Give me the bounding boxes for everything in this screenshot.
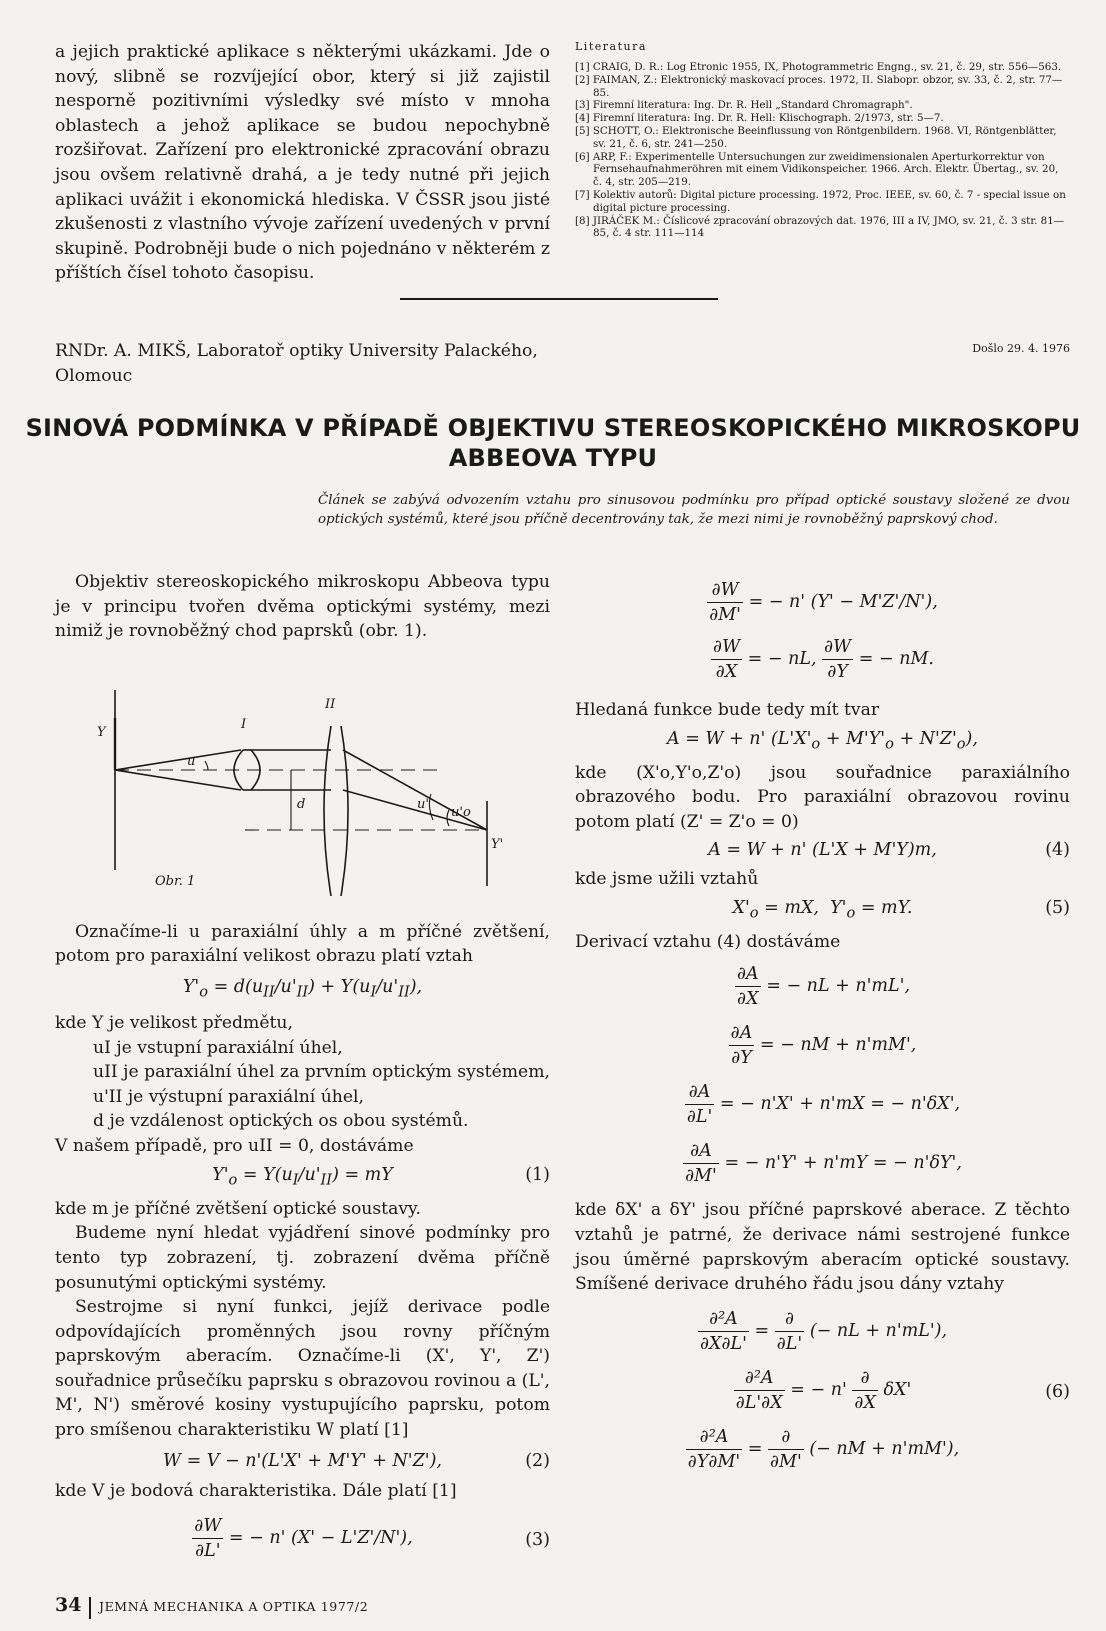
variable-definition: uII je paraxiální úhel za prvním optickým systémem, — [93, 1062, 550, 1083]
eq-4: A = W + n' (L'X + M'Y)m, (4) — [708, 840, 1070, 861]
title-line-1: SINOVÁ PODMÍNKA V PŘÍPADĚ OBJEKTIVU STEREOSKOPICKÉHO MIKROSKOPU — [25, 414, 1081, 442]
left-p7: kde V je bodová charakteristika. Dále platí [1] — [55, 1481, 457, 1502]
abstract: Článek se zabývá odvozením vztahu pro sinusovou podmínku pro případ optické soustavy složené ze dvou optických systémů, které jsou příčně decentrovány tak, že mezi nimi je rovnoběžný paprskový chod. — [318, 493, 1070, 527]
optics-diagram — [55, 658, 550, 908]
lens-2-left — [324, 726, 331, 896]
left-p3: V našem případě, pro uII = 0, dostáváme — [55, 1136, 414, 1157]
eq-3b: $\frac{\partial W}{\partial M'}$ = − n' (Y' − M'Z'/N'), — [709, 580, 938, 625]
eq-5: $X'_o$ = mX, $Y'_o$ = mY. (5) — [732, 897, 1070, 922]
eq-3: $\frac{\partial W}{\partial L'}$ = − n' (X' − L'Z'/N'), (3) — [194, 1515, 550, 1561]
reference-item: [3] Firemní literatura: Ing. Dr. R. Hell „Standard Chromagraph". — [575, 99, 913, 112]
figure-caption: Obr. 1 — [155, 873, 196, 889]
svg-text:Y: Y — [97, 724, 106, 740]
variable-definition: d je vzdálenost optických os obou systémů. — [93, 1111, 469, 1132]
eq-6c: $\frac{\text{∂²A}}{\partial Y\partial M'}$ = $\frac{\partial}{\partial M'}$ (− nM + n'mM'), — [687, 1426, 960, 1472]
reference-item: [2] FAIMAN, Z.: Elektronický maskovací proces. 1972, II. Slabopr. obzor, sv. 33, č. 2, str. 77—85. — [575, 73, 1063, 99]
eq-6a: $\frac{\text{∂²A}}{\partial X\partial L'}$ = $\frac{\partial}{\partial L'}$ (− nL + n'mL'), — [699, 1308, 948, 1354]
left-p4: kde m je příčné zvětšení optické soustavy. — [55, 1198, 421, 1219]
eq-a: A = W + n' $(L'X'_o + M'Y'_o + N'Z'_o)$, — [667, 728, 978, 753]
reference-item: [7] Kolektiv autorů: Digital picture processing. 1972, Proc. IEEE, sv. 60, č. 7 - special issue on digital picture processing. — [575, 188, 1066, 214]
eq-2: W = V − n'(L'X' + M'Y' + N'Z'), (2) — [163, 1450, 550, 1471]
top-paragraph: a jejich praktické aplikace s některými ukázkami. Jde o nový, slibně se rozvíjející obor, který si již zajistil nesporně pozitivními výsledky své místo v mnoha oblastech a jehož aplikace se budou nepochybně rozšiřovat. Zařízení pro elektronické zpracování obrazu jsou ovšem relativně drahá, a je tedy nutné při jejich aplikaci uvážit i ekonomická hlediska. V ČSSR jsou jisté zkušenosti z vlastního vývoje zařízení uvedených v první skupině. Podrobněji bude o nich pojednáno v některém z příštích čísel tohoto časopisu. — [55, 42, 550, 284]
variable-definition: uI je vstupní paraxiální úhel, — [93, 1037, 343, 1058]
eq-da-dy: $\frac{\partial A}{\partial Y}$ = − nM + n'mM', — [730, 1023, 917, 1069]
figure-1 — [55, 658, 550, 908]
reference-item: [5] SCHOTT, O.: Elektronische Beeinflussung von Röntgenbildern. 1968. VI, Röntgenblätter, sv. 21, č. 6, str. 241—250. — [575, 124, 1057, 150]
ray-in-upper — [115, 750, 241, 770]
svg-text:u'o: u'o — [451, 804, 471, 820]
eq-3c: $\frac{\partial W}{\partial X}$ = − nL, $\frac{\partial W}{\partial Y}$ = − nM. — [713, 637, 934, 682]
footer — [55, 1594, 368, 1619]
svg-text:u': u' — [417, 796, 429, 812]
svg-text:u: u — [187, 753, 196, 769]
reference-item: [4] Firemní literatura: Ing. Dr. R. Hell: Klischograph. 2/1973, str. 5—7. — [575, 112, 944, 125]
author: RNDr. A. MIKŠ, Laboratoř optiky University Palackého, Olomouc — [55, 341, 538, 386]
left-p6: Sestrojme si nyní funkci, jejíž derivace podle odpovídajících proměnných jsou rovny příčným paprskovým aberacím. Označíme-li (X', Y', Z') souřadnice průsečíku paprsku s obrazovou rovinou a (L', M', N') směrové kosiny vystupujícího paprsku, potom pro smíšenou charakteristiku W platí [1] — [55, 1297, 550, 1441]
eq-da-dm: $\frac{\partial A}{\partial M'}$ = − n'Y' + n'mY = − n'δY', — [685, 1141, 962, 1187]
eq-1: $Y'_o = Y(u_I/u'_{II})$ = mY (1) — [212, 1164, 550, 1189]
right-column — [575, 578, 1070, 1484]
variable-definition: u'II je výstupní paraxiální úhel, — [93, 1086, 364, 1107]
page-number: 34 — [55, 1594, 82, 1616]
svg-text:II: II — [325, 696, 336, 712]
reference-item: [1] CRAIG, D. R.: Log Etronic 1955, IX, Photogrammetric Engng., sv. 21, č. 29, str. 556—563. — [575, 61, 1062, 73]
references-title: Literatura — [575, 40, 647, 53]
eq-da-dx: $\frac{\partial A}{\partial X}$ = − nL + n'mL', — [736, 964, 911, 1010]
left-p1: Objektiv stereoskopického mikroskopu Abbeova typu je v principu tvořen dvěma optickými systémy, mezi nimiž je rovnoběžný chod paprsků (obr. 1). — [55, 572, 550, 642]
reference-item: [6] ARP, F.: Experimentelle Untersuchungen zur zweidimensionalen Aperturkorrektur von Fernsehaufnahmeröhren mit einem Vidikonspeicher. 1966. Arch. Elektr. Übertag., sv. 20, č. 4, str. 205—219. — [575, 150, 1059, 189]
right-p2: kde (X'o,Y'o,Z'o) jsou souřadnice paraxiálního obrazového bodu. Pro paraxiální obrazovou rovinu potom platí (Z' = Z'o = 0) — [575, 762, 1070, 832]
divider — [400, 298, 718, 300]
eq-6b: $\frac{\text{∂²A}}{\partial L'\partial X}$ = − n' $\frac{\partial}{\partial X}$ δX' (6) — [735, 1367, 1070, 1413]
left-column — [55, 570, 550, 1573]
article-title — [20, 413, 1086, 473]
svg-text:d: d — [297, 796, 306, 812]
received-date: Došlo 29. 4. 1976 — [972, 342, 1070, 355]
left-p5: Budeme nyní hledat vyjádření sinové podmínky pro tento typ zobrazení, tj. zobrazení dvěma příčně posunutými optickými systémy. — [55, 1223, 550, 1293]
svg-text:Y': Y' — [491, 836, 504, 852]
variable-list — [55, 1036, 550, 1134]
left-p2: Označíme-li u paraxiální úhly a m příčné zvětšení, potom pro paraxiální velikost obrazu platí vztah — [55, 921, 550, 967]
right-p4: Derivací vztahu (4) dostáváme — [575, 931, 841, 952]
eq-da-dl: $\frac{\partial A}{\partial L'}$ = − n'X' + n'mX = − n'δX', — [686, 1082, 961, 1128]
svg-text:I: I — [241, 716, 247, 732]
references — [575, 40, 1070, 240]
title-line-2: ABBEOVA TYPU — [448, 444, 658, 472]
right-p3: kde jsme užili vztahů — [575, 869, 759, 890]
right-p5: kde δX' a δY' jsou příčné paprskové aberace. Z těchto vztahů je patrné, že derivace námi sestrojené funkce jsou úměrné paprskovým aberacím optické soustavy. Smíšené derivace druhého řádu jsou dány vztahy — [575, 1200, 1070, 1295]
ray-in-lower — [115, 770, 241, 790]
left-where-y: kde Y je velikost předmětu, — [55, 1013, 293, 1034]
footer-separator — [89, 1597, 91, 1619]
reference-item: [8] JIRÁČEK M.: Číslicové zpracování obrazových dat. 1976, III a IV, JMO, sv. 21, č. 3 str. 81—85, č. 4 str. 111—114 — [575, 214, 1065, 240]
right-p1: Hledaná funkce bude tedy mít tvar — [575, 700, 880, 720]
journal-name: JEMNÁ MECHANIKA A OPTIKA 1977/2 — [98, 1599, 369, 1614]
eq-image-size: $Y'_o = d(u_{II}/u'_{II}) + Y(u_I/u'_{II})$, — [182, 976, 423, 1001]
